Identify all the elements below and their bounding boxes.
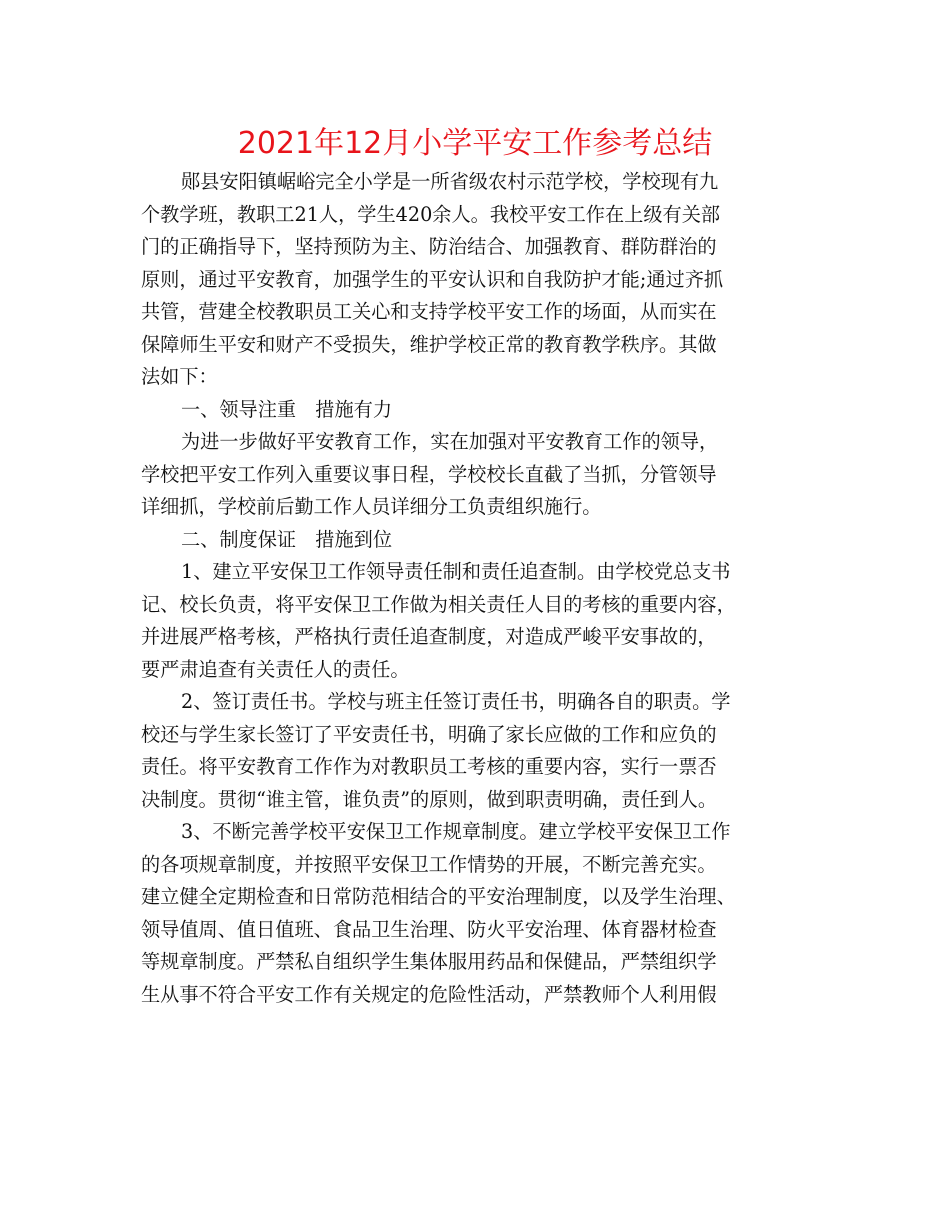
text-line: 决制度。贯彻“谁主管，谁负责”的原则，做到职责明确，责任到人。	[141, 787, 718, 811]
text-line: 并进展严格考核，严格执行责任追查制度，对造成严峻平安事故的，	[141, 625, 717, 648]
text-line: 原则，通过平安教育，加强学生的平安认识和自我防护才能;通过齐抓	[141, 267, 724, 291]
text-line: 领导值周、值日值班、食品卫生治理、防火平安治理、体育器材检查	[141, 917, 717, 941]
text-line: 二、制度保证 措施到位	[181, 527, 393, 551]
document-title: 2021年12月小学平安工作参考总结	[237, 126, 713, 161]
text-line: 2、签订责任书。学校与班主任签订责任书，明确各自的职责。学	[181, 690, 731, 713]
text-line: 要严肃追查有关责任人的责任。	[141, 657, 410, 681]
text-line: 详细抓，学校前后勤工作人员详细分工负责组织施行。	[141, 495, 602, 518]
text-line: 校还与学生家长签订了平安责任书，明确了家长应做的工作和应负的	[141, 722, 717, 746]
text-line: 3、不断完善学校平安保卫工作规章制度。建立学校平安保卫工作	[181, 820, 731, 843]
text-line: 法如下：	[141, 365, 218, 388]
text-line: 学校把平安工作列入重要议事日程，学校校长直截了当抓，分管领导	[141, 462, 717, 486]
text-line: 生从事不符合平安工作有关规定的危险性活动，严禁教师个人利用假	[141, 982, 717, 1006]
text-line: 个教学班，教职工21人，学生420余人。我校平安工作在上级有关部	[141, 202, 721, 226]
text-line: 为进一步做好平安教育工作，实在加强对平安教育工作的领导，	[181, 430, 719, 453]
document-body	[141, 166, 813, 1011]
text-line: 一、领导注重 措施有力	[181, 397, 393, 421]
text-line: 郧县安阳镇崌峪完全小学是一所省级农村示范学校，学校现有九	[181, 170, 719, 193]
text-line: 共管，营建全校教职员工关心和支持学校平安工作的场面，从而实在	[141, 300, 717, 323]
text-line: 记、校长负责，将平安保卫工作做为相关责任人目的考核的重要内容，	[141, 592, 736, 616]
text-line: 责任。将平安教育工作作为对教职员工考核的重要内容，实行一票否	[141, 755, 717, 778]
text-line: 等规章制度。严禁私自组织学生集体服用药品和保健品，严禁组织学	[141, 950, 717, 973]
text-line: 建立健全定期检查和日常防范相结合的平安治理制度，以及学生治理、	[141, 885, 736, 908]
text-line: 保障师生平安和财产不受损失，维护学校正常的教育教学秩序。其做	[141, 332, 717, 356]
text-line: 的各项规章制度，并按照平安保卫工作情势的开展，不断完善充实。	[141, 852, 717, 876]
text-line: 1、建立平安保卫工作领导责任制和责任追查制。由学校党总支书	[181, 560, 731, 583]
text-line: 门的正确指导下，坚持预防为主、防治结合、加强教育、群防群治的	[141, 235, 717, 258]
